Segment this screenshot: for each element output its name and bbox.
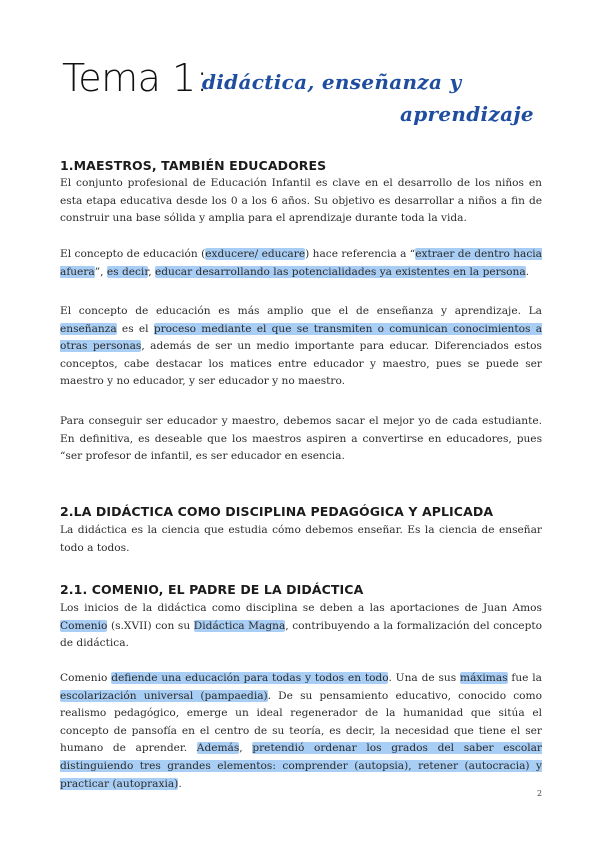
text-run: El concepto de educación es más amplio que el de enseñanza y aprendizaje. La [60,305,542,317]
text-run: El concepto de educación ( [60,248,206,260]
text-run: (s.XVII) con su [107,619,194,632]
text-run: , además de ser un medio importante para educar. Diferenciados estos conceptos, cabe destacar los matices entre educador y maestro, pues se puede ser maestro y no educador, y ser educador y no maestro. [60,340,542,388]
title-block [62,50,562,140]
text-run: . [178,777,182,790]
highlight: pretendió ordenar los grados del saber escolar distinguiendo tres grandes elementos: comprender (autopsia), retener (autocracia) y practicar (autopraxia) [60,742,542,790]
highlight: defiende una educación para todas y todos en todo [111,672,389,684]
text-run: es el [116,322,154,335]
section-2-1-paragraph-1 [60,600,542,653]
section-2-heading: 2.LA DIDÁCTICA COMO DISCIPLINA PEDAGÓGICA Y APLICADA [60,504,494,519]
section-1-paragraph-4: Para conseguir ser educador y maestro, debemos sacar el mejor yo de cada estudiante. En definitiva, es deseable que los maestros aspiren a convertirse en educadores, pues “ser profesor de infantil, es ser educador en esencia. [60,415,542,463]
text-run: . De su pensamiento educativo, conocido como realismo pedagógico, emerge un ideal regenerador de la humanidad que sitúa el concepto de pansofía en el centro de su teoría, es decir, la necesidad que tiene el ser humano de aprender. [60,689,542,755]
title-script-line1: didáctica, enseñanza y [202,70,462,94]
title-main: Tema 1: [62,56,208,100]
page-number: 2 [537,789,543,798]
text-run: Los inicios de la didáctica como disciplina se deben a las aportaciones de Juan Amos [60,602,542,614]
highlight: extraer de dentro hacia afuera [60,248,542,278]
section-1-paragraph-3 [60,303,542,391]
section-2-1-heading: 2.1. COMENIO, EL PADRE DE LA DIDÁCTICA [60,582,364,597]
text-run: fue la [507,672,542,684]
text-run: . Una de sus [388,672,461,684]
highlight: escolarización universal (pampaedia) [60,689,268,702]
highlight: Comenio [60,619,108,632]
title-script-line2: aprendizaje [400,102,534,126]
highlight: enseñanza [60,322,117,335]
section-2-paragraph-1: La didáctica es la ciencia que estudia cómo debemos enseñar. Es la ciencia de enseñar todo a todos. [60,524,542,554]
section-2-1-paragraph-2 [60,670,542,793]
highlight: educar desarrollando las potencialidades ya existentes en la persona [154,265,526,278]
highlight: máximas [460,672,508,684]
text-run: Comenio [60,672,112,684]
highlight: Didáctica Magna [193,619,286,632]
section-1-paragraph-1: El conjunto profesional de Educación Infantil es clave en el desarrollo de los niños en esta etapa educativa desde los 0 a los 6 años. Su objetivo es desarrollar a niños a fin de construir una base sólida y amplia para el aprendizaje durante toda la vida. [60,177,542,225]
text-run: . [525,265,530,278]
highlight: exducere/ educare [205,248,306,260]
highlight: proceso mediante el que se transmiten o comunican conocimientos a otras personas [60,322,543,353]
highlight: Además [196,742,240,755]
text-run: , [239,742,253,755]
text-run: , [148,265,155,278]
text-run: , contribuyendo a la formalización del concepto de didáctica. [60,619,542,650]
highlight: es decir [106,265,149,278]
section-1-heading: 1.MAESTROS, TAMBIÉN EDUCADORES [60,158,327,173]
text-run: ”, [94,265,107,278]
section-1-paragraph-2 [60,246,542,281]
text-run: ) hace referencia a “ [305,248,416,260]
